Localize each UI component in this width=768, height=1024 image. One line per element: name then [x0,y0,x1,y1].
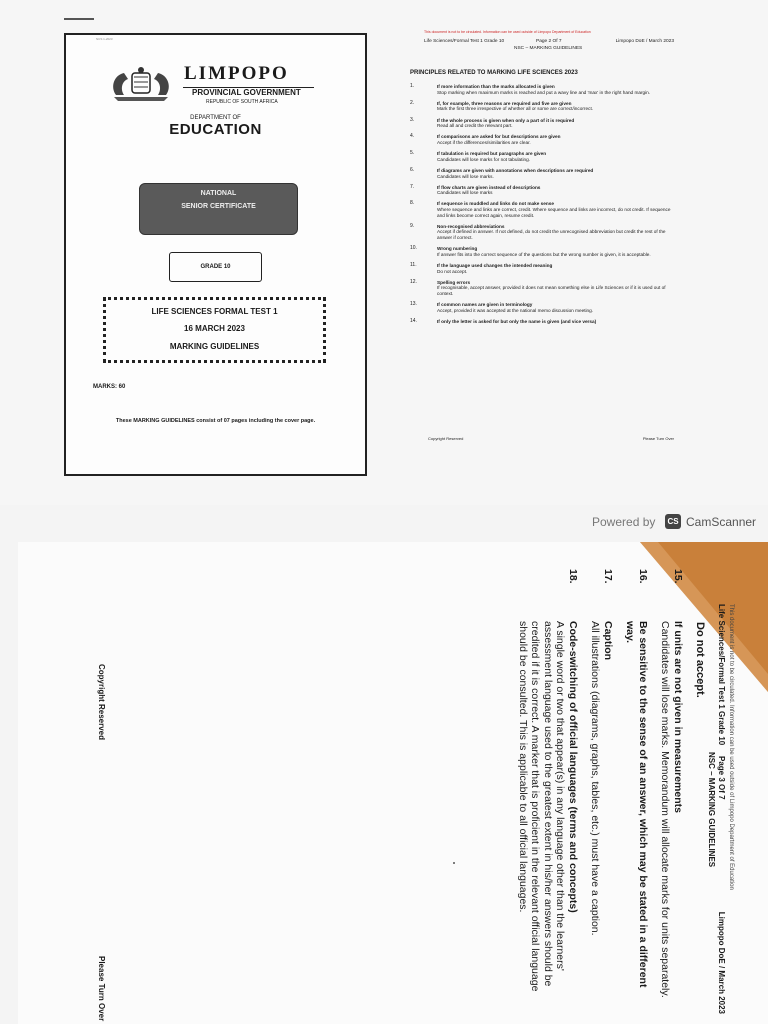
test-title: LIFE SCIENCES FORMAL TEST 1 [151,307,278,316]
item-number: 15. [672,569,684,584]
item-body [437,118,674,129]
item-heading: If, for example, three reasons are required and five are given [437,100,572,106]
camscanner-logo-icon: CS [665,514,681,529]
list-item [410,224,674,241]
item-number: 11. [410,262,417,268]
item-text: Candidates will lose marks [437,190,493,196]
item-text: Accept if defined in answer. If not defined, do not credit the unrecognised abbreviation but credit the rest of the answer if correct. [437,229,666,241]
item-heading: If units are not given in measurements [672,621,684,813]
turn-over: Please Turn Over [97,956,106,1022]
item-body [517,621,580,999]
header-subject: Life Sciences/Formal Test 1 Grade 10 [424,39,505,44]
principles-title: PRINCIPLES RELATED TO MARKING LIFE SCIENCES 2023 [410,70,578,76]
list-item [410,246,674,257]
item-body [624,621,649,999]
list-item [410,84,674,95]
cover-page [64,33,367,476]
list-item [410,168,674,179]
item-heading: Spelling errors [437,279,471,285]
item-number: 14. [410,317,417,324]
item-body [437,201,674,218]
cover-header-note: NCS 1-2023 [96,37,113,41]
item-heading: If more information than the marks allocated is given [437,84,555,89]
item-body [437,134,674,145]
list-item [410,280,674,297]
item-body [437,246,674,257]
test-title-box [103,297,326,363]
list-item [410,134,674,145]
item-text: Candidates will lose marks. [437,173,494,179]
item-heading: If tabulation is required but paragraphs are given [437,151,547,157]
republic-label: REPUBLIC OF SOUTH AFRICA [206,99,278,105]
item-body [437,263,674,274]
grade-box: GRADE 10 [169,252,262,282]
item-heading: If common names are given in terminology [437,302,533,308]
item-number: 10. [410,245,417,252]
marking-principles-page [408,30,678,450]
scan-mark [64,18,94,20]
header-subject: Life Sciences/Formal Test 1 Grade 10 [717,604,726,746]
list-item [410,185,674,196]
item-heading: Caption [602,621,614,661]
item-text: Candidates will lose marks for not tabulating. [437,156,531,162]
rotated-page-3 [18,542,768,1024]
item-number: 8. [410,200,415,207]
provincial-government: PROVINCIAL GOVERNMENT [192,88,301,97]
test-subtitle: MARKING GUIDELINES [169,342,260,351]
item-text: A single word or two that appear(s) in any language other than the learners' assessment language used to the greatest extent in his/her answers should be credited if it is correct. A marker that is proficient in the relevant official language should be consulted. This is applicable to all official languages. [517,621,567,992]
list-item [410,151,674,162]
header-page: Page 2 Of 7 [536,39,562,44]
list-item [410,319,674,325]
item-text: Mark the first three irrespective of whether all or some are correct/incorrect. [437,106,594,112]
item-text: All illustrations (diagrams, graphs, tables, etc.) must have a caption. [589,621,602,936]
item-text: Do not accept. [437,268,468,274]
list-item [410,263,674,274]
item-text: Accept if the differences/similarities are clear. [437,139,531,145]
item-heading: If diagrams are given with annotations when descriptions are required [437,167,594,173]
item-text: Candidates will lose marks. Memorandum will allocate marks for units separately. [659,621,672,998]
item-number: 17. [602,569,614,584]
list-item [659,569,684,999]
item-text: If answer fits into the correct sequence of the questions but the wrong number is given, it is acceptable. [437,251,651,257]
item-body [437,168,674,179]
item-body [437,302,674,313]
item-body [437,151,674,162]
list-item [410,201,674,218]
item-text: Where sequence and links are correct, credit. Where sequence and links are incorrect, do not credit. If sequence and links become correct again, resume credit. [437,207,671,218]
item-heading: If the language used changes the intended meaning [437,263,553,268]
header-page: Page 3 Of 7 [717,756,726,800]
item-body [437,84,674,95]
item-number: 6. [410,166,415,173]
header-sub: NSC – MARKING GUIDELINES [514,46,583,51]
list-item [410,118,674,129]
item-heading: Code-switching of official languages (terms and concepts) [567,621,579,913]
department-of-label: DEPARTMENT OF [190,115,241,121]
item-body [437,319,674,325]
item-heading: If comparisons are asked for but descriptions are given [437,134,561,140]
province-name: LIMPOPO [184,63,289,84]
list-item [517,569,580,999]
item-body [437,185,674,196]
item-number: 4. [410,133,415,140]
turn-over: Please Turn Over [642,436,674,441]
item-heading: If sequence is muddled and links do not make sense [437,201,554,207]
certificate-box [139,183,298,235]
item-text: Accept, provided it was accepted at the national memo discussion meeting. [437,307,594,313]
pages-note: These MARKING GUIDELINES consist of 07 pages including the cover page. [115,418,316,424]
item-number: 13. [410,301,417,308]
list-item [589,569,614,999]
item-number: 1. [410,83,415,89]
item-number: 3. [410,116,415,123]
item-body [437,280,674,297]
confidential-banner: This document is not to be circulated. Information can be used outside of Limpopo Department of Education [728,604,734,890]
list-item [624,569,649,999]
test-date: 16 MARCH 2023 [184,324,245,333]
header-sub: NSC – MARKING GUIDELINES [707,752,716,868]
item-text: If recognisable, accept answer, provided it does not mean something else in Life Sciences or if it is used out of context. [437,285,666,296]
marks-label: MARKS: 60 [93,384,126,390]
principles-list [410,84,674,325]
principles-list-continued [507,569,685,999]
item-heading: Be sensitive to the sense of an answer, which may be stated in a different way. [624,621,649,988]
page-footer [428,436,674,441]
copyright: Copyright Reserved [428,436,464,441]
item-body [589,621,614,999]
list-item [410,302,674,313]
item-number: 9. [410,222,415,229]
item-heading: If only the letter is asked for but only the name is given (and vice versa) [437,318,597,324]
continued-text: Do not accept. [694,622,706,698]
certificate-line-1: NATIONAL [200,190,237,197]
item-body [659,621,684,999]
powered-by-label: Powered by [592,515,656,529]
top-scan-strip [0,0,768,505]
list-item [410,101,674,112]
certificate-line-2: SENIOR CERTIFICATE [181,203,256,210]
item-heading: Wrong numbering [437,246,478,252]
confidential-banner: This document is not to be circulated. Information can be used outside of Limpopo Department of Education [424,30,591,34]
item-heading: If flow charts are given instead of descriptions [437,184,541,190]
department-name: EDUCATION [169,121,262,138]
item-number: 5. [410,150,415,157]
item-body [437,101,674,112]
item-number: 12. [410,278,417,285]
item-text: Stop marking when maximum marks is reached and put a wavy line and 'max' in the right hand margin. [437,89,651,95]
item-body [437,224,674,241]
camscanner-brand: CamScanner [686,515,757,529]
item-text: Read all and credit the relevant part. [437,123,513,129]
item-number: 18. [567,569,579,584]
item-number: 7. [410,183,415,190]
item-number: 2. [410,99,415,106]
header-department: Limpopo DoE / March 2023 [717,911,726,1014]
scan-speck [453,862,455,864]
rotated-content [20,544,768,1024]
item-heading: If the whole process is given when only a part of it is required [437,117,575,123]
header-department: Limpopo DoE / March 2023 [615,39,674,44]
copyright: Copyright Reserved [97,664,106,741]
coat-of-arms-icon [108,65,174,103]
item-number: 16. [637,569,649,584]
item-heading: Non-recognised abbreviations [437,223,505,229]
